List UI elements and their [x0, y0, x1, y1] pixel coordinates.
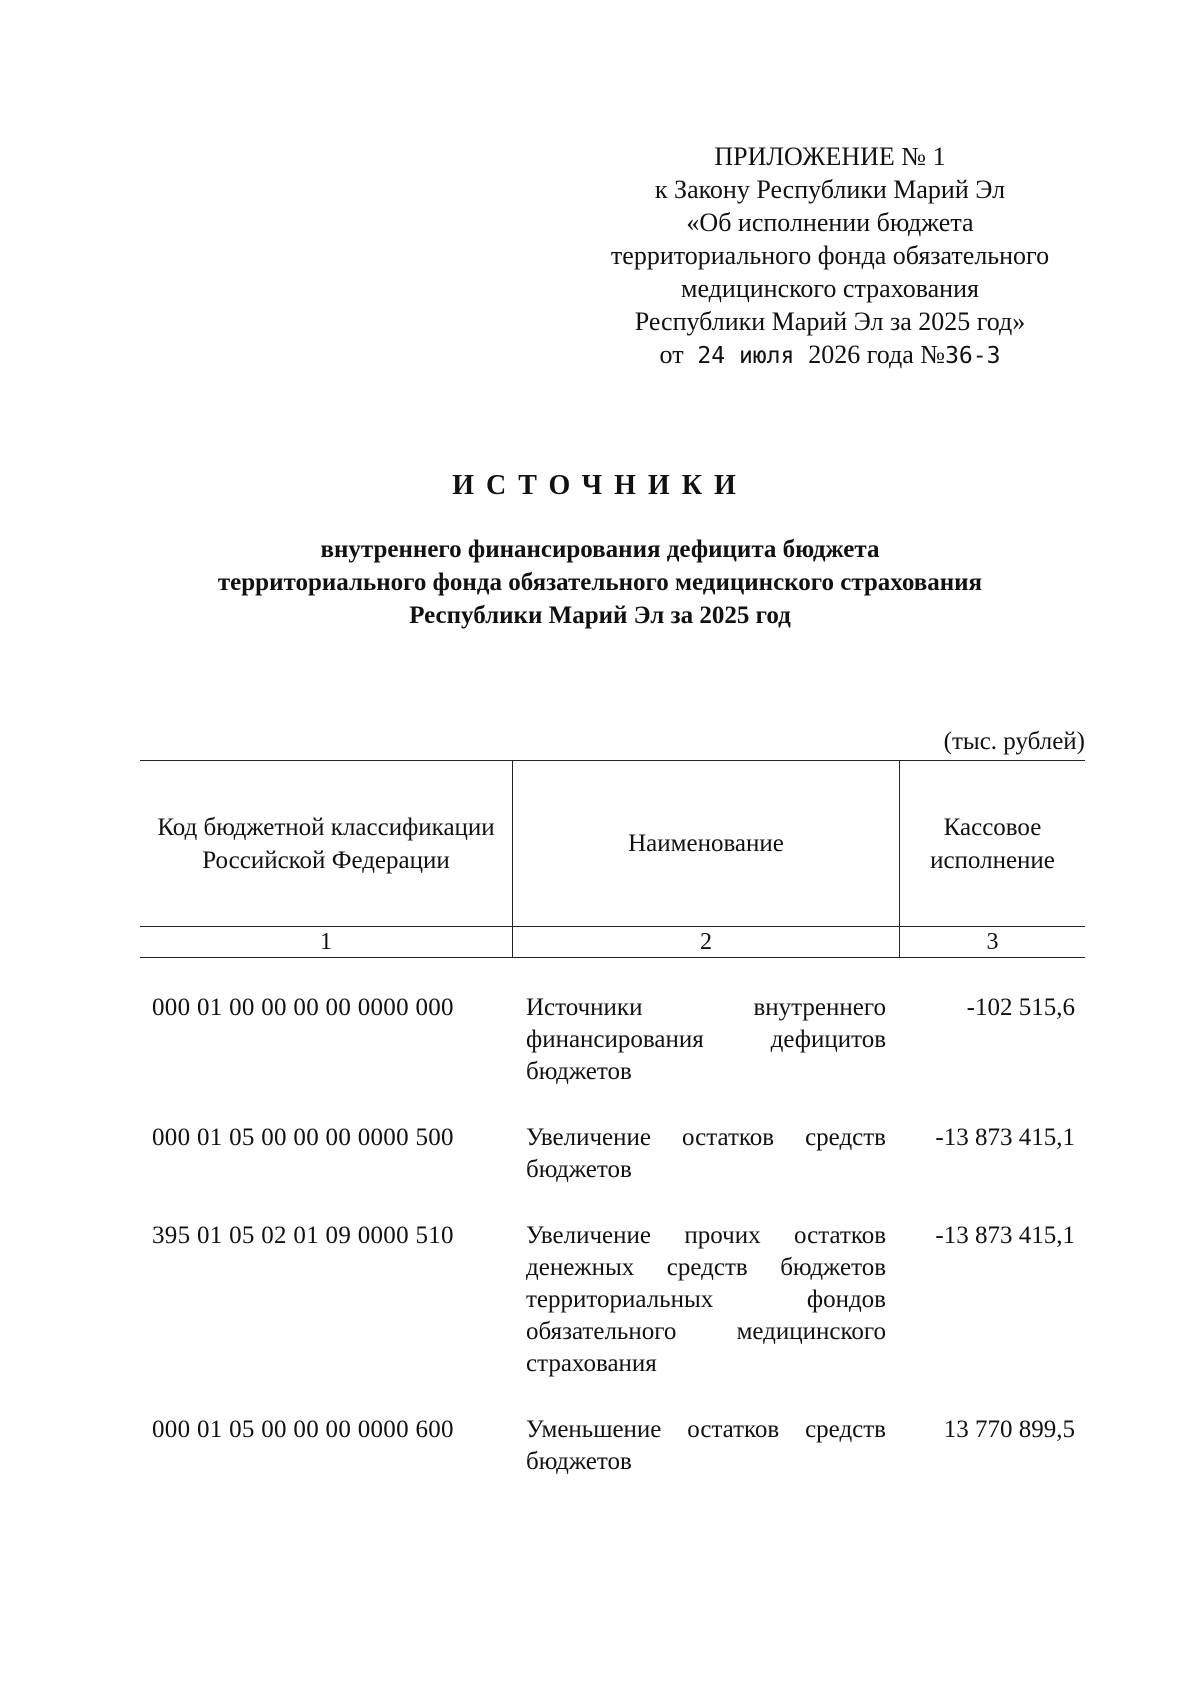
date-prefix: от	[659, 340, 684, 369]
table-row	[140, 992, 1085, 1088]
row-name: Увеличение остатков средств бюджетов	[526, 1124, 886, 1183]
appendix-line: «Об исполнении бюджета	[686, 208, 974, 237]
table-header	[140, 760, 1085, 927]
column-number: 2	[512, 927, 900, 957]
appendix-date-line	[580, 338, 1080, 373]
appendix-line: территориального фонда обязательного	[610, 241, 1050, 270]
subtitle-line: Республики Марий Эл за 2025 год	[409, 602, 791, 629]
subtitle-line: территориального фонда обязательного медицинского страхования	[217, 569, 983, 596]
table-row	[140, 1220, 1085, 1380]
header-code: Код бюджетной классификации Российской Федерации	[157, 813, 495, 874]
row-code: 395 01 05 02 01 09 0000 510	[152, 1222, 454, 1249]
table-row	[140, 1414, 1085, 1478]
sources-table	[140, 760, 1085, 1512]
row-code: 000 01 05 00 00 00 0000 600	[152, 1416, 454, 1443]
appendix-line: медицинского страхования	[681, 274, 979, 303]
header-amount: Кассовое исполнение	[930, 813, 1055, 874]
date-year: 2026 года №	[808, 340, 946, 369]
column-number-row	[140, 927, 1085, 958]
row-amount: -13 873 415,1	[935, 1222, 1075, 1249]
row-amount: -102 515,6	[966, 994, 1075, 1021]
document-subtitle	[0, 533, 1200, 632]
units-label: (тыс. рублей)	[943, 728, 1085, 755]
table-row	[140, 1122, 1085, 1186]
date-number: 36-3	[945, 343, 1001, 369]
row-name: Увеличение прочих остатков денежных средств бюджетов территориальных фондов обязательного медицинского страхования	[526, 1222, 886, 1377]
row-amount: 13 770 899,5	[943, 1416, 1075, 1443]
column-number: 1	[320, 929, 332, 955]
appendix-line: к Закону Республики Марий Эл	[654, 175, 1006, 204]
row-name: Уменьшение остатков средств бюджетов	[526, 1416, 886, 1475]
row-code: 000 01 00 00 00 00 0000 000	[152, 994, 454, 1021]
subtitle-line: внутреннего финансирования дефицита бюджета	[320, 536, 880, 563]
header-name: Наименование	[512, 761, 900, 926]
row-amount: -13 873 415,1	[935, 1124, 1075, 1151]
row-code: 000 01 05 00 00 00 0000 500	[152, 1124, 454, 1151]
table-body	[140, 992, 1085, 1478]
appendix-block	[580, 140, 1080, 373]
appendix-line: Республики Марий Эл за 2025 год»	[634, 307, 1026, 336]
date-day-month: 24 июля	[697, 343, 795, 369]
document-title: ИСТОЧНИКИ	[452, 470, 748, 501]
row-name: Источники внутреннего финансирования дефицитов бюджетов	[526, 994, 886, 1085]
column-number: 3	[986, 929, 999, 955]
appendix-line: ПРИЛОЖЕНИЕ № 1	[714, 142, 946, 171]
